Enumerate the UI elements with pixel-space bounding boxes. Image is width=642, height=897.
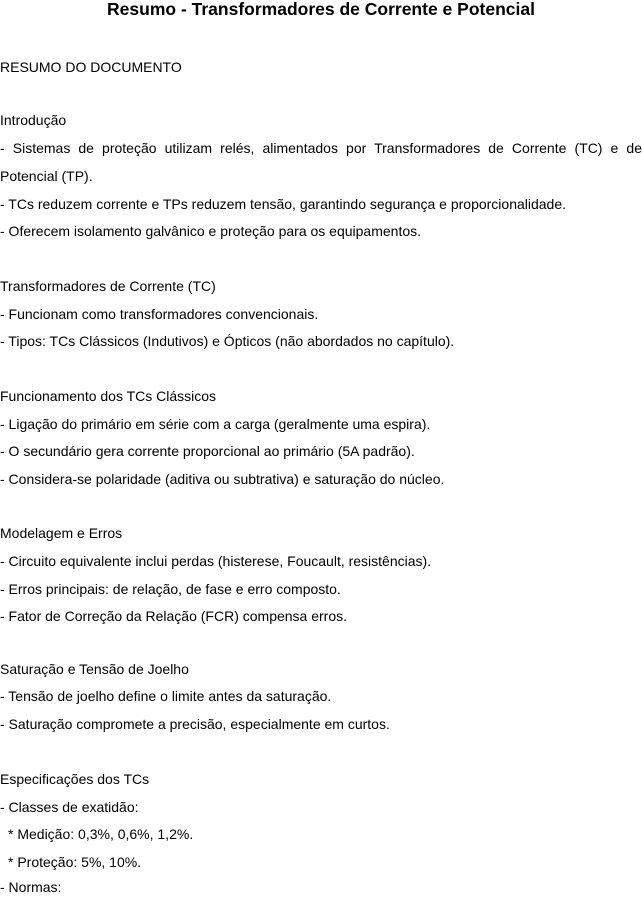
- text-line: - TCs reduzem corrente e TPs reduzem tensão, garantindo segurança e proporcionalidade.: [0, 196, 567, 212]
- text-line: - Normas:: [0, 879, 62, 895]
- section-heading-introducao: Introdução: [0, 112, 67, 128]
- text-line: - Erros principais: de relação, de fase e erro composto.: [0, 581, 341, 597]
- text-line: * Proteção: 5%, 10%.: [8, 854, 142, 870]
- text-line: - Funcionam como transformadores convencionais.: [0, 306, 319, 322]
- text-line: - Ligação do primário em série com a carga (geralmente uma espira).: [0, 416, 431, 432]
- text-line: - O secundário gera corrente proporcional ao primário (5A padrão).: [0, 443, 415, 459]
- summary-heading: RESUMO DO DOCUMENTO: [0, 59, 182, 75]
- text-line: - Saturação compromete a precisão, especialmente em curtos.: [0, 716, 390, 732]
- text-line: - Circuito equivalente inclui perdas (histerese, Foucault, resistências).: [0, 553, 432, 569]
- text-line: - Tensão de joelho define o limite antes da saturação.: [0, 688, 332, 704]
- section-heading-modelagem: Modelagem e Erros: [0, 525, 123, 541]
- text-line: - Fator de Correção da Relação (FCR) compensa erros.: [0, 608, 348, 624]
- text-line: * Medição: 0,3%, 0,6%, 1,2%.: [8, 826, 194, 842]
- section-heading-funcionamento: Funcionamento dos TCs Clássicos: [0, 388, 217, 404]
- text-line: - Oferecem isolamento galvânico e proteção para os equipamentos.: [0, 223, 422, 239]
- section-heading-especificacoes: Especificações dos TCs: [0, 771, 150, 787]
- section-heading-saturacao: Saturação e Tensão de Joelho: [0, 661, 189, 677]
- text-line: Potencial (TP).: [0, 168, 93, 184]
- text-line: - Tipos: TCs Clássicos (Indutivos) e Ópticos (não abordados no capítulo).: [0, 333, 455, 349]
- text-line: - Classes de exatidão:: [0, 799, 139, 815]
- text-line: - Sistemas de proteção utilizam relés, alimentados por Transformadores de Corrente (TC) e de: [0, 140, 642, 156]
- text-line: - Considera-se polaridade (aditiva ou subtrativa) e saturação do núcleo.: [0, 471, 445, 487]
- document-title: Resumo - Transformadores de Corrente e Potencial: [107, 0, 535, 19]
- section-heading-tc: Transformadores de Corrente (TC): [0, 278, 216, 294]
